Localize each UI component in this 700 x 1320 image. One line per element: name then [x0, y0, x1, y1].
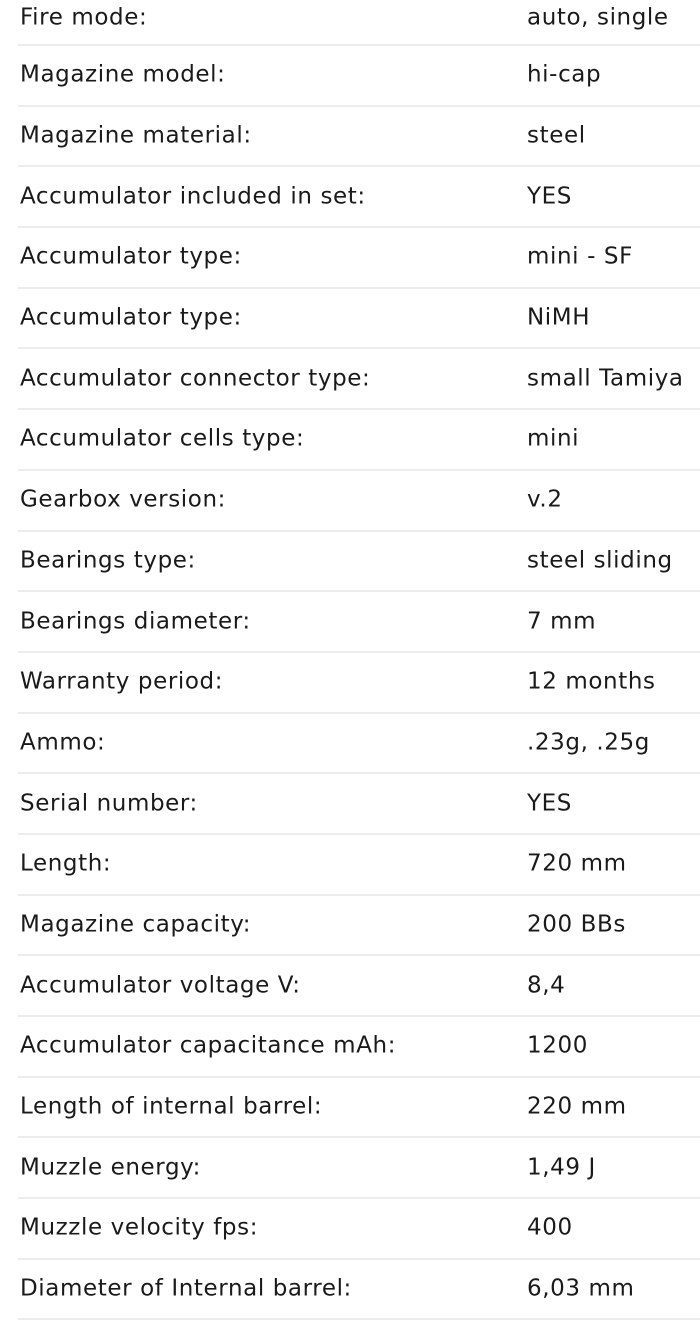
- spec-value: 1,49 J: [527, 1154, 596, 1181]
- spec-label: Serial number:: [20, 790, 198, 817]
- spec-row-accumulator-cells: [18, 410, 700, 471]
- spec-value: YES: [527, 790, 572, 817]
- spec-row-internal-barrel-diameter: [18, 1260, 700, 1320]
- spec-label: Accumulator included in set:: [20, 183, 366, 210]
- spec-row-fire-mode: [18, 0, 700, 46]
- spec-value: 6,03 mm: [527, 1275, 635, 1302]
- spec-row-accumulator-voltage: [18, 956, 700, 1017]
- spec-label: Bearings type:: [20, 547, 196, 574]
- spec-value: 400: [527, 1214, 573, 1241]
- spec-row-accumulator-type: [18, 228, 700, 289]
- spec-label: Fire mode:: [20, 4, 148, 31]
- spec-value: 200 BBs: [527, 911, 626, 938]
- spec-label: Magazine capacity:: [20, 911, 252, 938]
- spec-label: Muzzle velocity fps:: [20, 1214, 259, 1241]
- spec-label: Accumulator connector type:: [20, 365, 371, 392]
- spec-row-muzzle-energy: [18, 1138, 700, 1199]
- spec-row-bearings-type: [18, 532, 700, 593]
- spec-row-magazine-model: [18, 46, 700, 107]
- spec-value: small Tamiya: [527, 365, 684, 392]
- spec-row-accumulator-connector: [18, 349, 700, 410]
- spec-label: Warranty period:: [20, 668, 224, 695]
- spec-label: Magazine model:: [20, 61, 226, 88]
- spec-value: mini - SF: [527, 243, 633, 270]
- spec-row-length: [18, 835, 700, 896]
- spec-row-accumulator-included: [18, 167, 700, 228]
- spec-value: 7 mm: [527, 608, 597, 635]
- spec-value: 720 mm: [527, 850, 627, 877]
- spec-value: mini: [527, 425, 580, 452]
- spec-label: Length:: [20, 850, 112, 877]
- spec-value: steel: [527, 122, 586, 149]
- spec-label: Accumulator cells type:: [20, 425, 305, 452]
- spec-row-gearbox-version: [18, 471, 700, 532]
- spec-label: Ammo:: [20, 729, 106, 756]
- spec-value: hi-cap: [527, 61, 602, 88]
- spec-label: Length of internal barrel:: [20, 1093, 323, 1120]
- spec-row-bearings-diameter: [18, 592, 700, 653]
- spec-value: auto, single: [527, 4, 669, 31]
- spec-value: NiMH: [527, 304, 591, 331]
- spec-row-internal-barrel-length: [18, 1078, 700, 1139]
- spec-row-warranty-period: [18, 653, 700, 714]
- spec-label: Diameter of Internal barrel:: [20, 1275, 352, 1302]
- spec-label: Accumulator capacitance mAh:: [20, 1032, 397, 1059]
- spec-value: .23g, .25g: [527, 729, 650, 756]
- spec-row-accumulator-capacitance: [18, 1017, 700, 1078]
- spec-label: Magazine material:: [20, 122, 252, 149]
- spec-label: Muzzle energy:: [20, 1154, 202, 1181]
- spec-value: v.2: [527, 486, 563, 513]
- spec-label: Bearings diameter:: [20, 608, 251, 635]
- spec-value: 12 months: [527, 668, 656, 695]
- spec-row-serial-number: [18, 774, 700, 835]
- spec-label: Accumulator type:: [20, 304, 242, 331]
- spec-value: YES: [527, 183, 572, 210]
- spec-row-muzzle-velocity: [18, 1199, 700, 1260]
- spec-value: 220 mm: [527, 1093, 627, 1120]
- spec-row-accumulator-chemistry: [18, 289, 700, 350]
- spec-value: 8,4: [527, 972, 566, 999]
- spec-label: Accumulator type:: [20, 243, 242, 270]
- spec-row-ammo: [18, 714, 700, 775]
- spec-label: Accumulator voltage V:: [20, 972, 301, 999]
- spec-row-magazine-material: [18, 107, 700, 168]
- spec-value: 1200: [527, 1032, 588, 1059]
- spec-label: Gearbox version:: [20, 486, 226, 513]
- spec-row-magazine-capacity: [18, 896, 700, 957]
- spec-value: steel sliding: [527, 547, 673, 574]
